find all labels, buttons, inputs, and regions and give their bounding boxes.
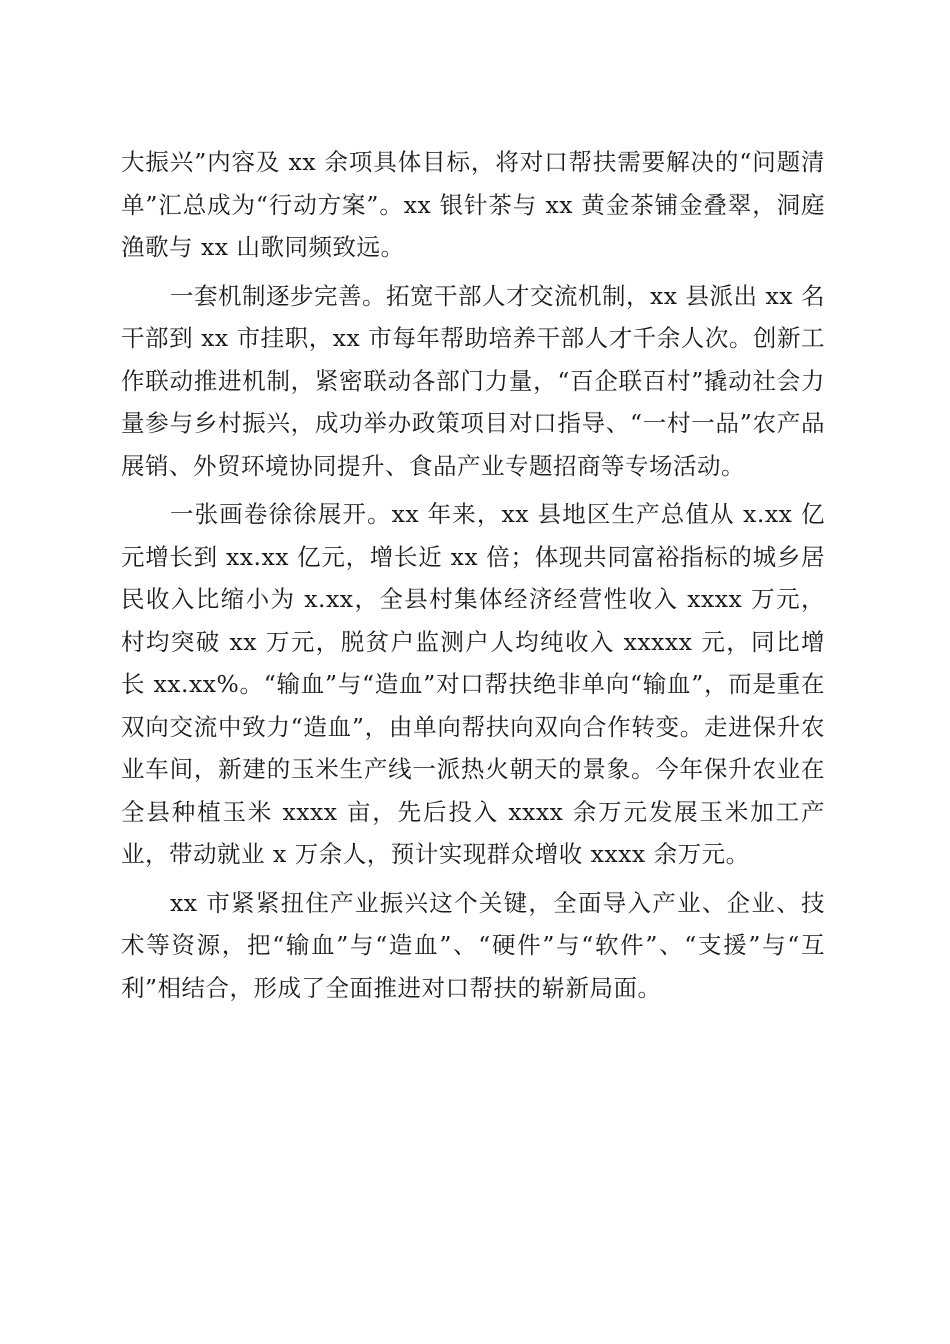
paragraph-development: 一张画卷徐徐展开。xx 年来，xx 县地区生产总值从 x.xx 亿元增长到 xx.xx 亿元，增长近 xx 倍；体现共同富裕指标的城乡居民收入比缩小为 x.xx，全县村集体经济经营性收入 xxxx 万元，村均突破 xx 万元，脱贫户监测户人均纯收入 xxxxx 元，同比增长 xx.xx%。“输血”与“造血”对口帮扶绝非单向“输血”，而是重在双向交流中致力“造血”，由单向帮扶向双向合作转变。走进保升农业车间，新建的玉米生产线一派热火朝天的景象。今年保升农业在全县种植玉米 xxxx 亩，先后投入 xxxx 余万元发展玉米加工产业，带动就业 x 万余人，预计实现群众增收 xxxx 余万元。 bbox=[121, 500, 825, 868]
paragraph-industry: xx 市紧紧扭住产业振兴这个关键，全面导入产业、企业、技术等资源，把“输血”与“造血”、“硬件”与“软件”、“支援”与“互利”相结合，形成了全面推进对口帮扶的崭新局面。 bbox=[121, 888, 825, 1002]
document-body bbox=[121, 141, 825, 1015]
paragraph-continuation: 大振兴”内容及 xx 余项具体目标，将对口帮扶需要解决的“问题清单”汇总成为“行动方案”。xx 银针茶与 xx 黄金茶铺金叠翠，洞庭渔歌与 xx 山歌同频致远。 bbox=[121, 148, 825, 261]
paragraph-mechanism: 一套机制逐步完善。拓宽干部人才交流机制，xx 县派出 xx 名干部到 xx 市挂职，xx 市每年帮助培养干部人才千余人次。创新工作联动推进机制，紧密联动各部门力量，“百企联百村”撬动社会力量参与乡村振兴，成功举办政策项目对口指导、“一村一品”农产品展销、外贸环境协同提升、食品产业专题招商等专场活动。 bbox=[121, 281, 825, 480]
